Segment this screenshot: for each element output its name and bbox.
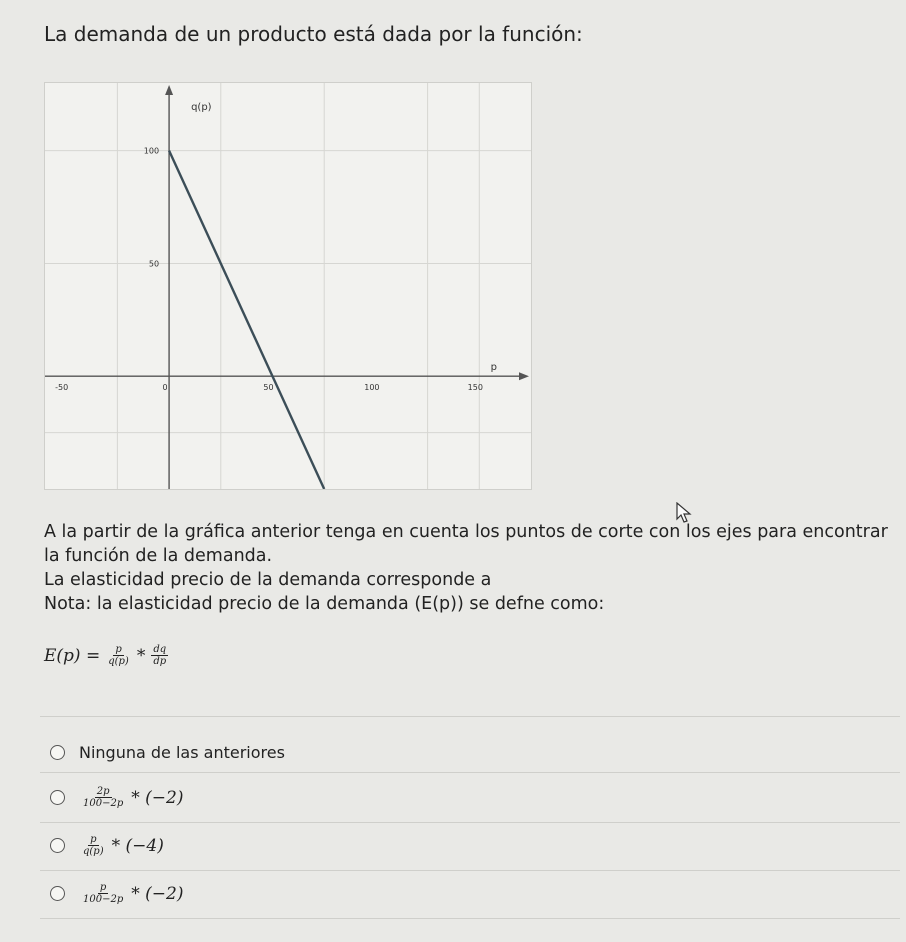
formula-operator: *: [136, 645, 146, 666]
option-formula: [79, 882, 183, 905]
y-axis-label: q(p): [191, 102, 212, 114]
option-formula: [79, 786, 183, 809]
question-text: [44, 520, 894, 616]
y-tick-label: 100: [143, 146, 160, 156]
divider: [40, 716, 900, 717]
fraction-numerator: 2p: [96, 786, 110, 797]
problem-intro: La demanda de un producto está dada por la función:: [44, 22, 583, 46]
radio-button[interactable]: [50, 745, 65, 760]
fraction-numerator: p: [99, 882, 107, 893]
fraction-numerator: p: [115, 644, 122, 655]
demand-line: [169, 151, 324, 489]
fraction-denominator: 100−2p: [83, 798, 124, 809]
x-axis-arrow: [519, 372, 529, 380]
x-tick-label: 50: [263, 383, 274, 393]
option-b[interactable]: [50, 786, 183, 809]
x-tick-label: 100: [364, 383, 380, 393]
instruction-text: A la partir de la gráfica anterior tenga en cuenta los puntos de corte con los ejes para encontrar la función de la demanda.: [44, 522, 888, 566]
option-fraction: [81, 882, 125, 905]
x-tick-label: 150: [467, 383, 483, 393]
option-formula: [79, 834, 164, 857]
radio-button[interactable]: [50, 838, 65, 853]
radio-button[interactable]: [50, 886, 65, 901]
x-tick-label: -50: [55, 383, 69, 393]
option-multiplier: * (−2): [131, 787, 184, 808]
x-axis-label: p: [490, 362, 497, 374]
option-c[interactable]: [50, 834, 164, 857]
x-tick-label: 0: [162, 383, 168, 393]
option-fraction: [81, 834, 106, 857]
formula-lhs: E(p) =: [44, 645, 101, 666]
divider: [40, 918, 900, 919]
elasticity-formula: [44, 644, 170, 667]
option-a[interactable]: [50, 743, 285, 762]
fraction-denominator: dp: [153, 656, 167, 667]
formula-fraction-dq-dp: [151, 644, 168, 667]
option-fraction: [81, 786, 125, 809]
formula-fraction-p-over-q: [106, 644, 131, 667]
note-text: Nota: la elasticidad precio de la demanda (E(p)) se defne como:: [44, 594, 605, 614]
demand-graph: [44, 82, 532, 490]
fraction-denominator: 100−2p: [83, 894, 124, 905]
fraction-numerator: dq: [153, 644, 167, 655]
demand-chart-svg: [45, 83, 531, 489]
y-axis-arrow: [165, 85, 173, 95]
prompt-text: La elasticidad precio de la demanda corresponde a: [44, 570, 492, 590]
fraction-numerator: p: [90, 834, 97, 845]
option-d[interactable]: [50, 882, 183, 905]
divider: [40, 870, 900, 871]
option-label: Ninguna de las anteriores: [79, 743, 285, 762]
radio-button[interactable]: [50, 790, 65, 805]
option-multiplier: * (−2): [131, 883, 184, 904]
divider: [40, 772, 900, 773]
fraction-denominator: q(p): [83, 846, 104, 857]
y-tick-label: 50: [148, 259, 160, 269]
divider: [40, 822, 900, 823]
option-multiplier: * (−4): [111, 835, 164, 856]
fraction-denominator: q(p): [108, 656, 129, 667]
